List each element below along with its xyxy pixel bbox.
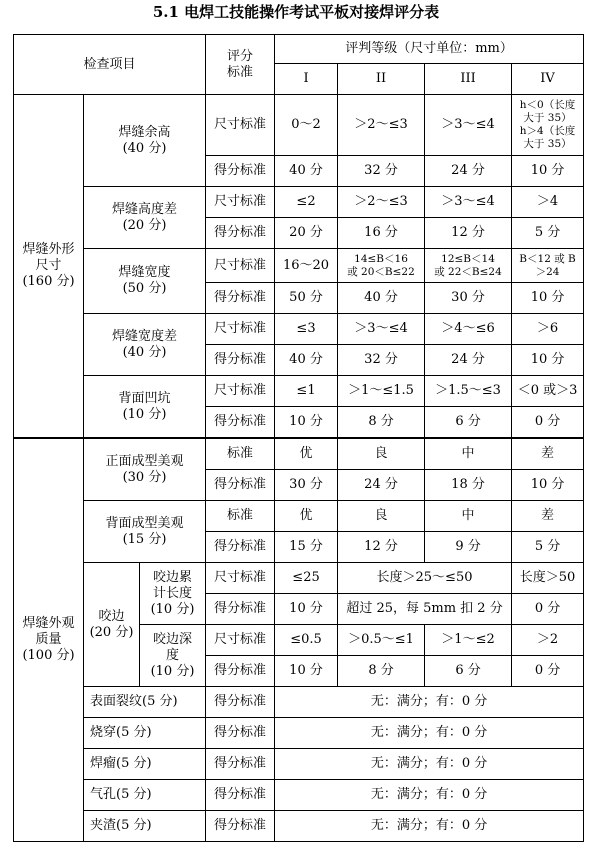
cell: ＞1～≤1.5 xyxy=(338,376,425,407)
score-label: 得分标准 xyxy=(206,218,275,249)
cell: 0 分 xyxy=(512,656,584,687)
cell: 16 分 xyxy=(338,218,425,249)
cell: 差 xyxy=(512,438,584,470)
cell: 5 分 xyxy=(512,218,584,249)
cell: 10 分 xyxy=(512,345,584,376)
score-label: 得分标准 xyxy=(206,345,275,376)
row-undercut-name: 咬边 (20 分) xyxy=(84,563,140,687)
defect-rule: 无：满分；有：0 分 xyxy=(275,687,584,718)
cell: 8 分 xyxy=(338,407,425,439)
cell: ＞6 xyxy=(512,314,584,345)
document-title: 5.1 电焊工技能操作考试平板对接焊评分表 xyxy=(152,3,440,21)
defect-rule: 无：满分；有：0 分 xyxy=(275,780,584,811)
cell: 20 分 xyxy=(275,218,338,249)
size-label: 尺寸标准 xyxy=(206,376,275,407)
cell: 6 分 xyxy=(425,656,512,687)
defect-name: 表面裂纹(5 分) xyxy=(84,687,206,718)
cell: 0～2 xyxy=(275,95,338,156)
cell: 6 分 xyxy=(425,407,512,439)
cell: ≤3 xyxy=(275,314,338,345)
size-label: 尺寸标准 xyxy=(206,95,275,156)
row-back-pit-name: 背面凹坑 (10 分) xyxy=(84,376,206,439)
score-label: 得分标准 xyxy=(206,749,275,780)
cell: 8 分 xyxy=(338,656,425,687)
size-label: 尺寸标准 xyxy=(206,563,275,594)
cell: 良 xyxy=(338,501,425,532)
cell: ＜0 或＞3 xyxy=(512,376,584,407)
row-back-appearance-name: 背面成型美观 (15 分) xyxy=(84,501,206,563)
cell: 良 xyxy=(338,438,425,470)
cell: ≤2 xyxy=(275,187,338,218)
cell: 30 分 xyxy=(425,283,512,314)
cell: 24 分 xyxy=(425,345,512,376)
header-item: 检查项目 xyxy=(14,35,206,95)
cell: 10 分 xyxy=(512,283,584,314)
cell: 中 xyxy=(425,501,512,532)
cell: ＞4 xyxy=(512,187,584,218)
defect-name: 夹渣(5 分) xyxy=(84,811,206,842)
cell: 18 分 xyxy=(425,470,512,501)
size-label: 尺寸标准 xyxy=(206,249,275,283)
cell: ＞3～≤4 xyxy=(425,187,512,218)
cell: ＞3～≤4 xyxy=(425,95,512,156)
cell: 15 分 xyxy=(275,532,338,563)
grade-i: I xyxy=(275,64,338,95)
size-label: 尺寸标准 xyxy=(206,187,275,218)
cell: 中 xyxy=(425,438,512,470)
cell: h＜0（长度 大于 35） h＞4（长度 大于 35） xyxy=(512,95,584,156)
score-label: 得分标准 xyxy=(206,156,275,187)
cell: 40 分 xyxy=(275,345,338,376)
score-label: 得分标准 xyxy=(206,811,275,842)
row-width-name: 焊缝宽度 (50 分) xyxy=(84,249,206,314)
cell: ＞2 xyxy=(512,625,584,656)
cell: ＞2～≤3 xyxy=(338,95,425,156)
row-front-appearance-name: 正面成型美观 (30 分) xyxy=(84,438,206,501)
cell: ＞3～≤4 xyxy=(338,314,425,345)
cell: 优 xyxy=(275,501,338,532)
size-label: 尺寸标准 xyxy=(206,314,275,345)
cell: 30 分 xyxy=(275,470,338,501)
score-label: 得分标准 xyxy=(206,470,275,501)
cell: 40 分 xyxy=(338,283,425,314)
std-label: 标准 xyxy=(206,438,275,470)
defect-rule: 无：满分；有：0 分 xyxy=(275,718,584,749)
cell: 40 分 xyxy=(275,156,338,187)
cell: 24 分 xyxy=(338,470,425,501)
cell: ≤0.5 xyxy=(275,625,338,656)
cell: 14≤B＜16 或 20＜B≤22 xyxy=(338,249,425,283)
scoring-table xyxy=(13,34,584,842)
cell: 10 分 xyxy=(275,656,338,687)
cell: 16～20 xyxy=(275,249,338,283)
score-label: 得分标准 xyxy=(206,407,275,439)
group1-label: 焊缝外形 尺寸 (160 分) xyxy=(14,95,84,439)
score-label: 得分标准 xyxy=(206,718,275,749)
cell: 50 分 xyxy=(275,283,338,314)
group2-label: 焊缝外观 质量 (100 分) xyxy=(14,438,84,842)
cell: ≤25 xyxy=(275,563,338,594)
defect-name: 气孔(5 分) xyxy=(84,780,206,811)
defect-name: 焊瘤(5 分) xyxy=(84,749,206,780)
cell: ＞2～≤3 xyxy=(338,187,425,218)
cell: 12 分 xyxy=(425,218,512,249)
row-reinforcement-name: 焊缝余高 (40 分) xyxy=(84,95,206,187)
cell: 10 分 xyxy=(512,470,584,501)
row-width-diff-name: 焊缝宽度差 (40 分) xyxy=(84,314,206,376)
header-grade-title: 评判等级（尺寸单位：mm） xyxy=(275,35,584,64)
score-label: 得分标准 xyxy=(206,687,275,718)
grade-iii: III xyxy=(425,64,512,95)
row-undercut-length-name: 咬边累 计长度 (10 分) xyxy=(140,563,206,625)
header-std: 评分 标准 xyxy=(206,35,275,95)
score-label: 得分标准 xyxy=(206,532,275,563)
score-label: 得分标准 xyxy=(206,283,275,314)
grade-ii: II xyxy=(338,64,425,95)
cell: 0 分 xyxy=(512,594,584,625)
row-undercut-depth-name: 咬边深 度 (10 分) xyxy=(140,625,206,687)
cell: B＜12 或 B ＞24 xyxy=(512,249,584,283)
cell: 优 xyxy=(275,438,338,470)
defect-name: 烧穿(5 分) xyxy=(84,718,206,749)
defect-rule: 无：满分；有：0 分 xyxy=(275,749,584,780)
cell: 超过 25，每 5mm 扣 2 分 xyxy=(338,594,512,625)
cell: 12≤B＜14 或 22＜B≤24 xyxy=(425,249,512,283)
cell: 5 分 xyxy=(512,532,584,563)
cell: ＞1～≤2 xyxy=(425,625,512,656)
cell: 9 分 xyxy=(425,532,512,563)
cell: 10 分 xyxy=(275,407,338,439)
cell: ≤1 xyxy=(275,376,338,407)
size-label: 尺寸标准 xyxy=(206,625,275,656)
cell: 24 分 xyxy=(425,156,512,187)
defect-rule: 无：满分；有：0 分 xyxy=(275,811,584,842)
row-height-diff-name: 焊缝高度差 (20 分) xyxy=(84,187,206,249)
cell: ＞1.5～≤3 xyxy=(425,376,512,407)
grade-iv: IV xyxy=(512,64,584,95)
std-label: 标准 xyxy=(206,501,275,532)
cell: 0 分 xyxy=(512,407,584,439)
cell: 10 分 xyxy=(275,594,338,625)
cell: 32 分 xyxy=(338,345,425,376)
score-label: 得分标准 xyxy=(206,594,275,625)
cell: 长度＞25～≤50 xyxy=(338,563,512,594)
cell: 12 分 xyxy=(338,532,425,563)
cell: 差 xyxy=(512,501,584,532)
cell: 长度＞50 xyxy=(512,563,584,594)
score-label: 得分标准 xyxy=(206,780,275,811)
cell: 32 分 xyxy=(338,156,425,187)
cell: ＞4～≤6 xyxy=(425,314,512,345)
cell: ＞0.5～≤1 xyxy=(338,625,425,656)
score-label: 得分标准 xyxy=(206,656,275,687)
cell: 10 分 xyxy=(512,156,584,187)
